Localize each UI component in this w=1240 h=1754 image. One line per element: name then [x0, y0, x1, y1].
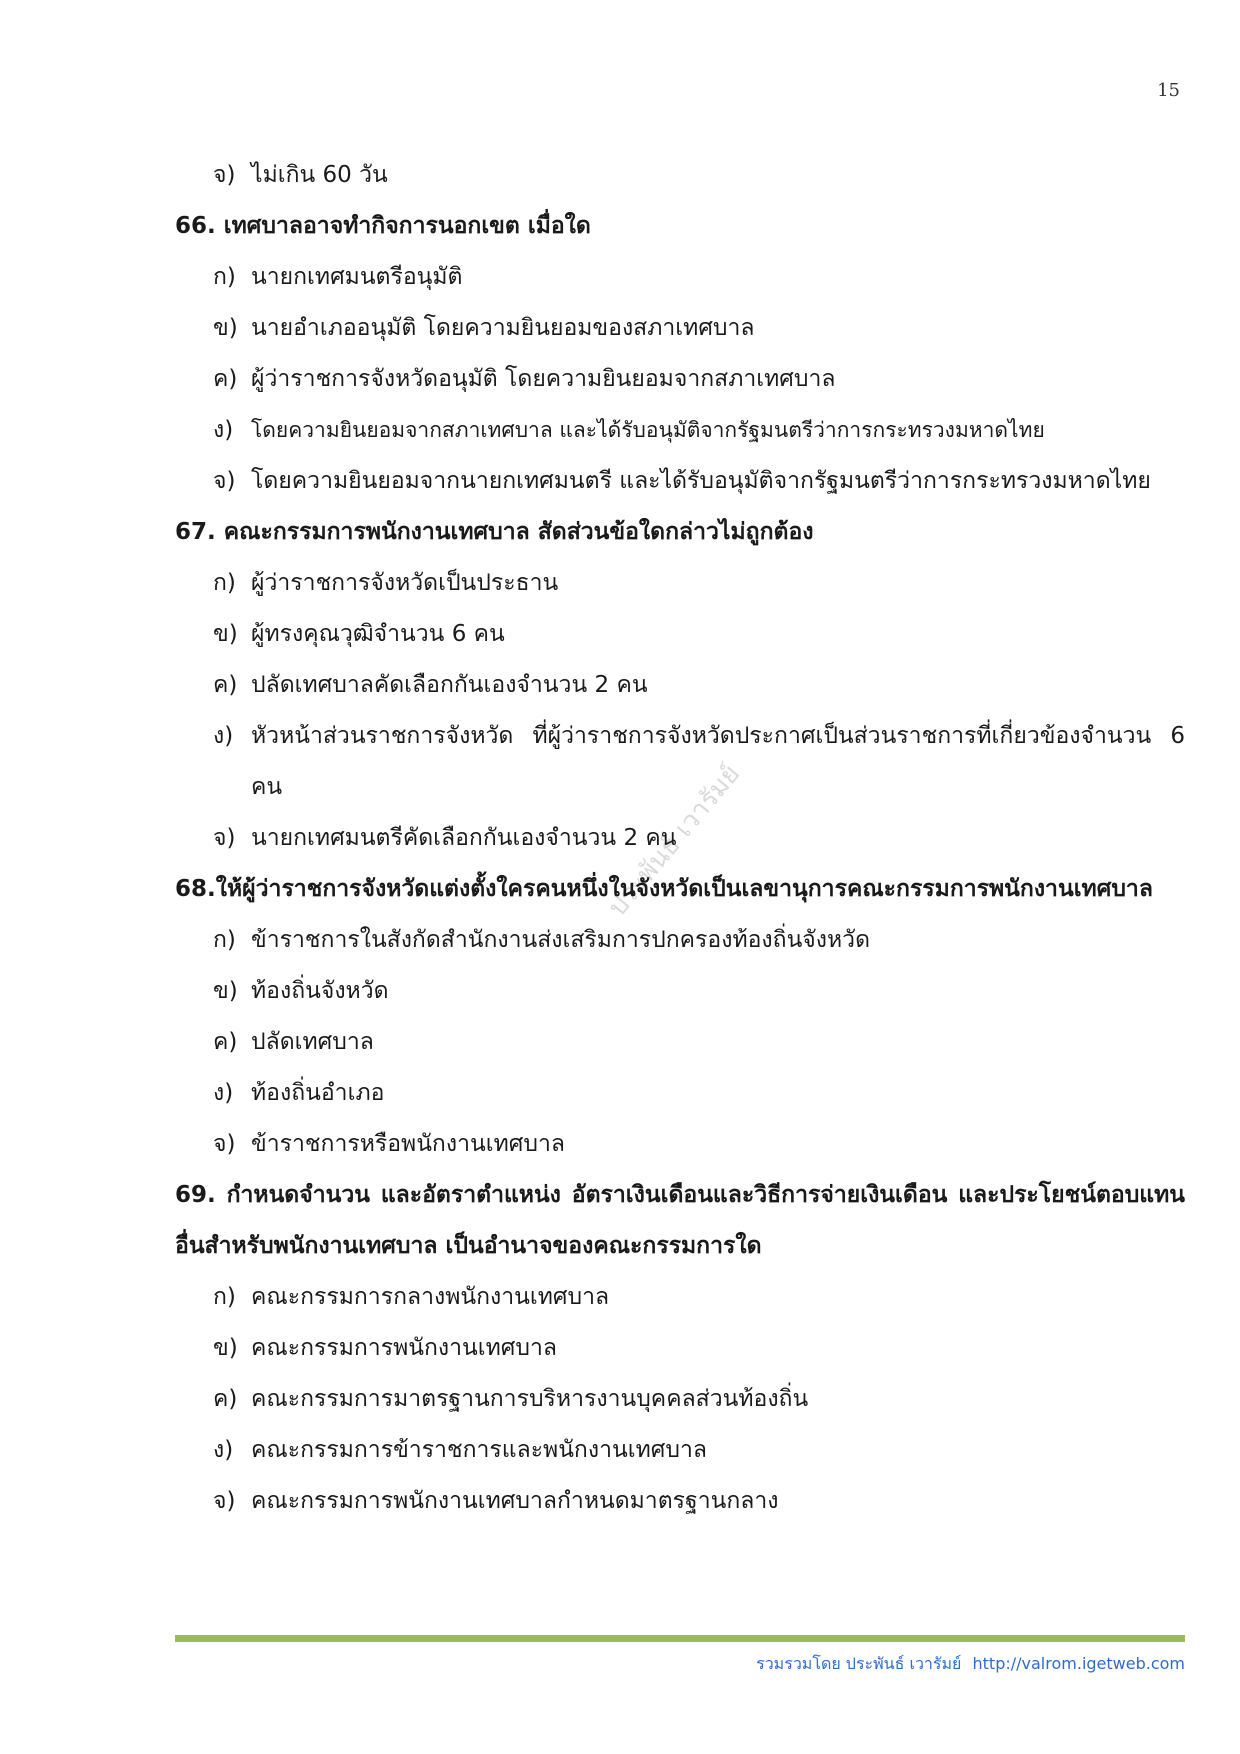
option-text: ผู้ทรงคุณวุฒิจำนวน 6 คน	[251, 621, 505, 647]
option-mark: ง)	[213, 723, 234, 749]
option-mark: ก)	[213, 927, 236, 953]
option-text: ข้าราชการหรือพนักงานเทศบาล	[251, 1131, 565, 1157]
footer-divider	[175, 1635, 1185, 1642]
option-mark: ก)	[213, 570, 236, 596]
option-text: นายกเทศมนตรีอนุมัติ	[251, 264, 463, 290]
option-mark: ค)	[213, 1029, 238, 1055]
q69-option-d	[175, 1425, 1185, 1476]
q69-option-c	[175, 1374, 1185, 1425]
q67-option-b	[175, 609, 1185, 660]
q68-option-e	[175, 1119, 1185, 1170]
option-text: ปลัดเทศบาล	[251, 1029, 374, 1055]
footer	[750, 1652, 1185, 1677]
q67-option-a	[175, 558, 1185, 609]
q66-option-e	[175, 456, 1185, 507]
option-mark: ค)	[213, 366, 238, 392]
option-text: คณะกรรมการพนักงานเทศบาลกำหนดมาตรฐานกลาง	[251, 1488, 779, 1514]
option-mark: ข)	[213, 978, 238, 1004]
option-text: ข้าราชการในสังกัดสำนักงานส่งเสริมการปกครองท้องถิ่นจังหวัด	[251, 927, 871, 953]
q66-option-d	[175, 405, 1185, 456]
option-text: นายกเทศมนตรีคัดเลือกกันเองจำนวน 2 คน	[251, 825, 677, 851]
q68-option-c	[175, 1017, 1185, 1068]
option-mark: จ)	[213, 468, 236, 494]
option-text: ไม่เกิน 60 วัน	[251, 162, 388, 188]
q69-option-e	[175, 1476, 1185, 1527]
option-text: คณะกรรมการมาตรฐานการบริหารงานบุคคลส่วนท้องถิ่น	[251, 1386, 809, 1412]
q69-option-b	[175, 1323, 1185, 1374]
option-text: โดยความยินยอมจากนายกเทศมนตรี และได้รับอนุมัติจากรัฐมนตรีว่าการกระทรวงมหาดไทย	[251, 468, 1151, 494]
watermark: ประพันธ์ เวารัมย์	[602, 759, 747, 923]
question-69: 69. กำหนดจำนวน และอัตราตำแหน่ง อัตราเงินเดือนและวิธีการจ่ายเงินเดือน และประโยชน์ตอบแทนอื่นสำหรับพนักงานเทศบาล เป็นอำนาจของคณะกรรมการใด	[175, 1182, 1185, 1259]
option-text: ผู้ว่าราชการจังหวัดเป็นประธาน	[251, 570, 559, 596]
option-text: ผู้ว่าราชการจังหวัดอนุมัติ โดยความยินยอมจากสภาเทศบาล	[251, 366, 836, 392]
q67-option-c	[175, 660, 1185, 711]
option-text: ท้องถิ่นจังหวัด	[251, 978, 389, 1004]
question-68: 68.ให้ผู้ว่าราชการจังหวัดแต่งตั้งใครคนหนึ่งในจังหวัดเป็นเลขานุการคณะกรรมการพนักงานเทศบาล	[175, 876, 1153, 902]
q65-option-e	[175, 150, 1185, 201]
option-mark: จ)	[213, 1131, 236, 1157]
option-mark: ง)	[213, 1080, 234, 1106]
q66-option-a	[175, 252, 1185, 303]
option-mark: จ)	[213, 825, 236, 851]
footer-url-link[interactable]: http://valrom.igetweb.com	[972, 1654, 1185, 1673]
option-mark: ก)	[213, 264, 236, 290]
q68-option-b	[175, 966, 1185, 1017]
option-mark: ง)	[213, 1437, 234, 1463]
option-text: ท้องถิ่นอำเภอ	[251, 1080, 385, 1106]
option-text: ปลัดเทศบาลคัดเลือกกันเองจำนวน 2 คน	[251, 672, 648, 698]
question-66: 66. เทศบาลอาจทำกิจการนอกเขต เมื่อใด	[175, 213, 591, 239]
q66-option-b	[175, 303, 1185, 354]
option-mark: ก)	[213, 1284, 236, 1310]
option-text: หัวหน้าส่วนราชการจังหวัด ที่ผู้ว่าราชการจังหวัดประกาศเป็นส่วนราชการที่เกี่ยวข้องจำนวน 6 คน	[251, 723, 1185, 800]
option-text: นายอำเภออนุมัติ โดยความยินยอมของสภาเทศบาล	[251, 315, 755, 341]
option-text: โดยความยินยอมจากสภาเทศบาล และได้รับอนุมัติจากรัฐมนตรีว่าการกระทรวงมหาดไทย	[251, 418, 1045, 442]
document-body	[175, 150, 1185, 1527]
option-mark: ข)	[213, 621, 238, 647]
q68-option-d	[175, 1068, 1185, 1119]
question-67: 67. คณะกรรมการพนักงานเทศบาล สัดส่วนข้อใดกล่าวไม่ถูกต้อง	[175, 519, 814, 545]
option-text: คณะกรรมการข้าราชการและพนักงานเทศบาล	[251, 1437, 707, 1463]
option-mark: ค)	[213, 672, 238, 698]
page-number: 15	[1157, 80, 1180, 101]
option-mark: จ)	[213, 1488, 236, 1514]
q67-option-e	[175, 813, 1185, 864]
option-mark: ค)	[213, 1386, 238, 1412]
option-text: คณะกรรมการพนักงานเทศบาล	[251, 1335, 557, 1361]
q69-option-a	[175, 1272, 1185, 1323]
option-mark: ข)	[213, 1335, 238, 1361]
q68-option-a	[175, 915, 1185, 966]
option-text: คณะกรรมการกลางพนักงานเทศบาล	[251, 1284, 610, 1310]
option-mark: ข)	[213, 315, 238, 341]
q66-option-c	[175, 354, 1185, 405]
footer-author: รวมรวมโดย ประพันธ์ เวารัมย์	[756, 1654, 962, 1673]
option-mark: จ)	[213, 162, 236, 188]
q67-option-d	[175, 711, 1185, 813]
option-mark: ง)	[213, 417, 234, 443]
